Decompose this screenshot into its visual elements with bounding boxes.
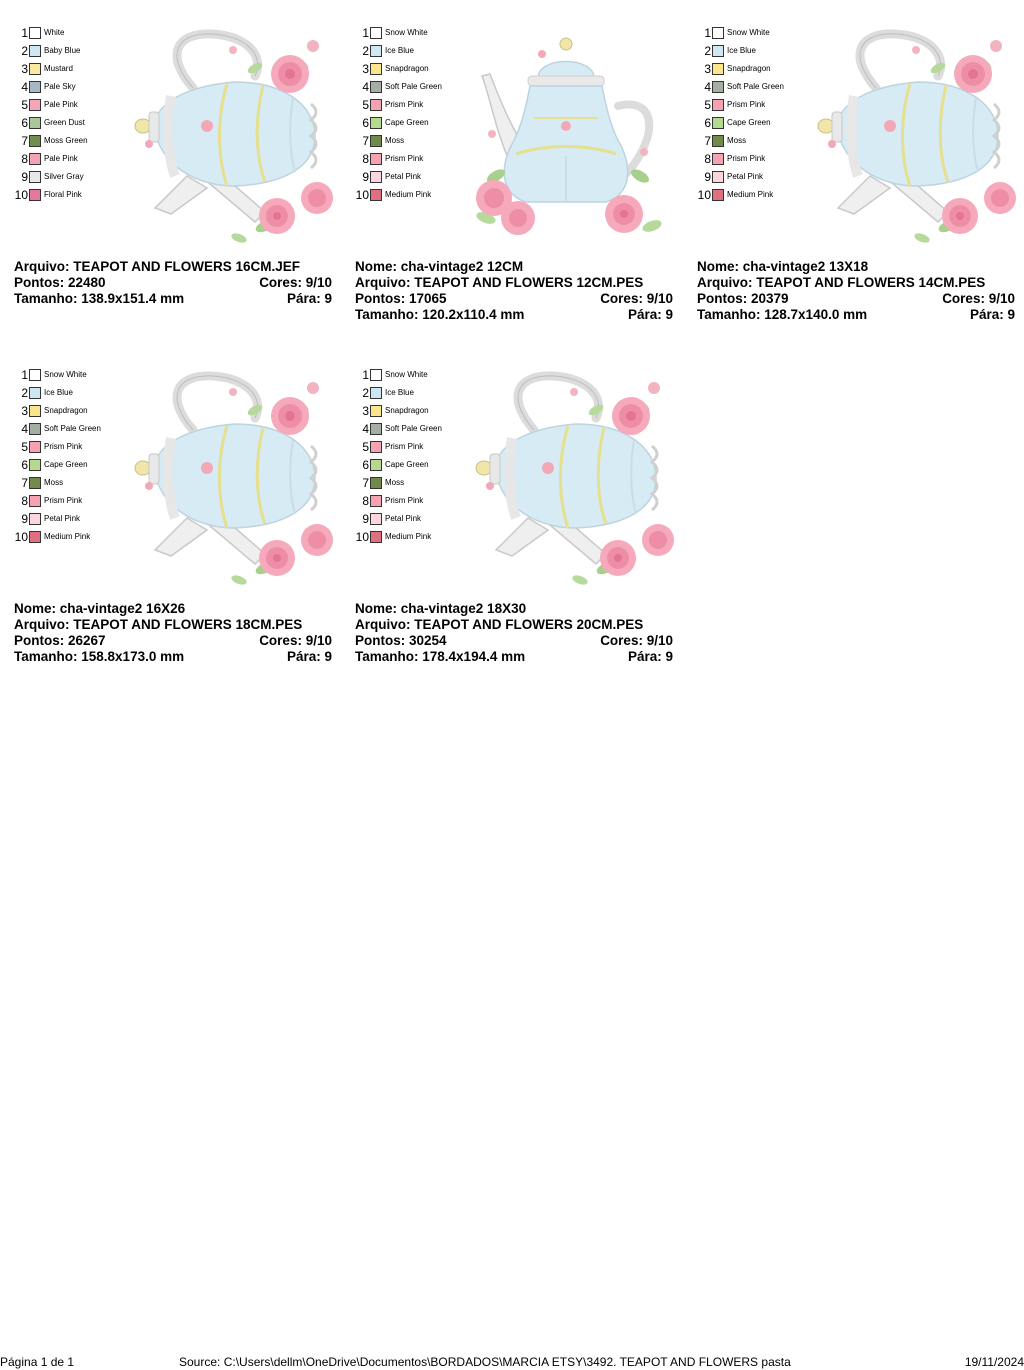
palette-row [697, 152, 765, 166]
thread-name: Ice Blue [385, 388, 414, 397]
thread-swatch [712, 63, 724, 75]
teapot-side-artwork [114, 26, 336, 246]
palette-number: 7 [21, 476, 28, 490]
design-info [697, 259, 1015, 323]
size-line: Tamanho: 128.7x140.0 mm Pára: 9 [697, 307, 1015, 322]
thread-name: Snow White [44, 370, 87, 379]
palette-number: 5 [362, 98, 369, 112]
thread-name: Cape Green [44, 460, 88, 469]
file-line: Arquivo: TEAPOT AND FLOWERS 14CM.PES [697, 275, 986, 290]
thread-swatch [29, 441, 41, 453]
design-card-3 [697, 26, 1015, 324]
design-info [14, 259, 332, 307]
thread-name: Baby Blue [44, 46, 81, 55]
palette-number: 1 [362, 26, 369, 40]
palette-row [14, 440, 82, 454]
thread-name: Prism Pink [44, 442, 83, 451]
thread-name: Moss [385, 478, 405, 487]
design-card-5 [355, 368, 673, 666]
name-line: Nome: cha-vintage2 18X30 [355, 601, 527, 616]
thread-swatch [29, 405, 41, 417]
palette-number: 3 [21, 62, 28, 76]
page-number: Página 1 de 1 [0, 1355, 75, 1369]
palette-row [14, 422, 101, 436]
palette-number: 5 [21, 440, 28, 454]
palette-number: 10 [14, 530, 28, 544]
size-line: Tamanho: 120.2x110.4 mm Pára: 9 [355, 307, 673, 322]
palette-row [14, 62, 73, 76]
palette-number: 6 [362, 116, 369, 130]
palette-number: 2 [21, 44, 28, 58]
palette-row [355, 494, 423, 508]
thread-swatch [370, 171, 382, 183]
palette-number: 10 [355, 188, 369, 202]
design-preview [455, 368, 677, 588]
palette-row [697, 26, 770, 40]
palette-number: 1 [21, 26, 28, 40]
thread-swatch [370, 513, 382, 525]
teapot-side-artwork [797, 26, 1019, 246]
palette-row [355, 62, 429, 76]
thread-swatch [370, 477, 382, 489]
thread-swatch [712, 153, 724, 165]
palette-number: 2 [21, 386, 28, 400]
thread-swatch [29, 369, 41, 381]
palette-row [355, 422, 442, 436]
design-card-2 [355, 26, 673, 324]
palette-number: 2 [362, 386, 369, 400]
thread-name: Soft Pale Green [385, 424, 442, 433]
thread-swatch [29, 495, 41, 507]
palette-number: 4 [362, 80, 369, 94]
palette-number: 9 [21, 170, 28, 184]
thread-swatch [370, 369, 382, 381]
palette-row [14, 98, 78, 112]
palette-row [14, 134, 88, 148]
thread-swatch [712, 135, 724, 147]
page-footer [0, 1354, 1024, 1370]
palette-number: 3 [362, 62, 369, 76]
palette-number: 5 [704, 98, 711, 112]
palette-row [14, 386, 73, 400]
design-info [14, 601, 332, 665]
thread-name: Snow White [385, 28, 428, 37]
palette-row [14, 116, 85, 130]
thread-name: Snow White [385, 370, 428, 379]
thread-name: Ice Blue [44, 388, 73, 397]
thread-swatch [712, 171, 724, 183]
palette-number: 8 [21, 494, 28, 508]
thread-name: Moss [727, 136, 747, 145]
size-line: Tamanho: 178.4x194.4 mm Pára: 9 [355, 649, 673, 664]
thread-name: Cape Green [727, 118, 771, 127]
file-line: Arquivo: TEAPOT AND FLOWERS 12CM.PES [355, 275, 644, 290]
palette-number: 9 [362, 170, 369, 184]
thread-name: Prism Pink [385, 100, 424, 109]
file-line: Arquivo: TEAPOT AND FLOWERS 20CM.PES [355, 617, 644, 632]
thread-name: Pale Pink [44, 154, 78, 163]
file-line: Arquivo: TEAPOT AND FLOWERS 18CM.PES [14, 617, 303, 632]
palette-row [355, 404, 429, 418]
palette-row [14, 80, 76, 94]
palette-number: 7 [21, 134, 28, 148]
palette-number: 7 [704, 134, 711, 148]
palette-number: 2 [362, 44, 369, 58]
palette-row [14, 494, 82, 508]
thread-name: Soft Pale Green [727, 82, 784, 91]
thread-name: Snapdragon [385, 64, 429, 73]
design-info [355, 601, 673, 665]
palette-row [355, 116, 429, 130]
thread-name: Prism Pink [727, 154, 766, 163]
stitches-line: Pontos: 26267 Cores: 9/10 [14, 633, 332, 648]
palette-number: 9 [21, 512, 28, 526]
name-line: Nome: cha-vintage2 12CM [355, 259, 524, 274]
thread-name: Petal Pink [385, 172, 422, 181]
palette-row [355, 368, 428, 382]
palette-row [697, 170, 763, 184]
palette-number: 8 [704, 152, 711, 166]
thread-swatch [370, 531, 382, 543]
palette-number: 1 [21, 368, 28, 382]
palette-row [697, 134, 746, 148]
palette-row [355, 152, 423, 166]
thread-swatch [370, 387, 382, 399]
thread-swatch [712, 189, 724, 201]
palette-number: 7 [362, 476, 369, 490]
palette-row [697, 188, 773, 202]
palette-number: 4 [21, 422, 28, 436]
palette-row [355, 458, 429, 472]
thread-swatch [29, 423, 41, 435]
thread-swatch [29, 27, 41, 39]
palette-row [697, 62, 771, 76]
size-line: Tamanho: 158.8x173.0 mm Pára: 9 [14, 649, 332, 664]
thread-swatch [370, 45, 382, 57]
thread-name: Petal Pink [385, 514, 422, 523]
palette-row [14, 152, 78, 166]
palette-row [14, 26, 64, 40]
stitches-line: Pontos: 22480 Cores: 9/10 [14, 275, 332, 290]
design-card-4 [14, 368, 332, 666]
palette-row [355, 44, 414, 58]
palette-row [355, 530, 431, 544]
thread-swatch [370, 423, 382, 435]
thread-name: Medium Pink [727, 190, 774, 199]
palette-row [14, 368, 87, 382]
thread-name: Moss [44, 478, 64, 487]
palette-number: 6 [362, 458, 369, 472]
thread-name: White [44, 28, 65, 37]
palette-number: 9 [362, 512, 369, 526]
thread-name: Floral Pink [44, 190, 82, 199]
thread-swatch [712, 81, 724, 93]
thread-swatch [370, 405, 382, 417]
design-preview [114, 368, 336, 588]
palette-row [697, 80, 784, 94]
thread-swatch [29, 477, 41, 489]
palette-row [697, 116, 771, 130]
stitches-line: Pontos: 30254 Cores: 9/10 [355, 633, 673, 648]
palette-row [355, 476, 404, 490]
palette-number: 8 [21, 152, 28, 166]
palette-row [355, 440, 423, 454]
thread-name: Snow White [727, 28, 770, 37]
palette-number: 1 [704, 26, 711, 40]
thread-swatch [370, 117, 382, 129]
thread-name: Snapdragon [44, 406, 88, 415]
palette-number: 4 [362, 422, 369, 436]
thread-swatch [29, 459, 41, 471]
thread-swatch [370, 441, 382, 453]
palette-number: 5 [362, 440, 369, 454]
design-info [355, 259, 673, 323]
palette-number: 1 [362, 368, 369, 382]
thread-name: Prism Pink [385, 496, 424, 505]
thread-name: Prism Pink [727, 100, 766, 109]
palette-number: 9 [704, 170, 711, 184]
thread-name: Soft Pale Green [44, 424, 101, 433]
thread-swatch [29, 189, 41, 201]
thread-swatch [370, 153, 382, 165]
palette-row [355, 170, 421, 184]
thread-name: Soft Pale Green [385, 82, 442, 91]
name-line: Nome: cha-vintage2 16X26 [14, 601, 186, 616]
source-path: Source: C:\Users\dellm\OneDrive\Documentos\BORDADOS\MARCIA ETSY\3492. TEAPOT AND FLOWERS pasta [179, 1355, 791, 1369]
thread-name: Prism Pink [385, 442, 424, 451]
palette-number: 7 [362, 134, 369, 148]
palette-row [355, 98, 423, 112]
thread-swatch [712, 99, 724, 111]
thread-name: Ice Blue [385, 46, 414, 55]
palette-row [355, 26, 428, 40]
thread-name: Snapdragon [727, 64, 771, 73]
design-card-1 [14, 26, 332, 316]
palette-number: 3 [704, 62, 711, 76]
palette-row [14, 530, 90, 544]
print-date: 19/11/2024 [964, 1355, 1024, 1369]
thread-swatch [29, 99, 41, 111]
palette-row [14, 170, 84, 184]
thread-name: Pale Pink [44, 100, 78, 109]
palette-number: 6 [704, 116, 711, 130]
thread-name: Petal Pink [44, 514, 81, 523]
palette-row [355, 188, 431, 202]
thread-swatch [370, 495, 382, 507]
palette-number: 8 [362, 152, 369, 166]
thread-swatch [370, 189, 382, 201]
thread-name: Cape Green [385, 460, 429, 469]
thread-swatch [370, 135, 382, 147]
thread-swatch [29, 81, 41, 93]
thread-swatch [29, 135, 41, 147]
thread-swatch [29, 45, 41, 57]
palette-row [355, 512, 421, 526]
thread-swatch [712, 117, 724, 129]
thread-swatch [29, 117, 41, 129]
thread-swatch [712, 27, 724, 39]
palette-row [14, 188, 82, 202]
stitches-line: Pontos: 17065 Cores: 9/10 [355, 291, 673, 306]
palette-row [355, 134, 404, 148]
thread-swatch [370, 63, 382, 75]
palette-row [14, 458, 88, 472]
thread-name: Cape Green [385, 118, 429, 127]
palette-number: 4 [704, 80, 711, 94]
thread-swatch [29, 387, 41, 399]
palette-row [14, 512, 80, 526]
palette-number: 4 [21, 80, 28, 94]
palette-number: 10 [355, 530, 369, 544]
thread-name: Prism Pink [385, 154, 424, 163]
thread-name: Silver Gray [44, 172, 84, 181]
name-line: Nome: cha-vintage2 13X18 [697, 259, 869, 274]
thread-swatch [712, 45, 724, 57]
palette-row [14, 404, 88, 418]
thread-name: Petal Pink [727, 172, 764, 181]
thread-name: Prism Pink [44, 496, 83, 505]
thread-swatch [370, 81, 382, 93]
palette-number: 10 [697, 188, 711, 202]
palette-number: 6 [21, 458, 28, 472]
palette-number: 5 [21, 98, 28, 112]
palette-row [697, 98, 765, 112]
design-preview [114, 26, 336, 246]
thread-name: Pale Sky [44, 82, 76, 91]
thread-name: Green Dust [44, 118, 85, 127]
thread-name: Moss [385, 136, 405, 145]
palette-number: 3 [21, 404, 28, 418]
palette-number: 8 [362, 494, 369, 508]
thread-name: Medium Pink [385, 190, 432, 199]
thread-name: Snapdragon [385, 406, 429, 415]
teapot-side-artwork [455, 368, 677, 588]
palette-number: 2 [704, 44, 711, 58]
thread-swatch [29, 513, 41, 525]
thread-name: Moss Green [44, 136, 88, 145]
file-line: Arquivo: TEAPOT AND FLOWERS 16CM.JEF [14, 259, 301, 274]
design-preview [797, 26, 1019, 246]
thread-name: Medium Pink [44, 532, 91, 541]
palette-row [355, 386, 414, 400]
palette-number: 6 [21, 116, 28, 130]
palette-number: 3 [362, 404, 369, 418]
design-preview [455, 26, 677, 246]
thread-swatch [370, 27, 382, 39]
size-line: Tamanho: 138.9x151.4 mm Pára: 9 [14, 291, 332, 306]
thread-swatch [29, 153, 41, 165]
thread-name: Ice Blue [727, 46, 756, 55]
palette-row [697, 44, 756, 58]
stitches-line: Pontos: 20379 Cores: 9/10 [697, 291, 1015, 306]
palette-row [355, 80, 442, 94]
thread-swatch [29, 531, 41, 543]
palette-number: 10 [14, 188, 28, 202]
thread-name: Medium Pink [385, 532, 432, 541]
palette-row [14, 476, 63, 490]
palette-row [14, 44, 80, 58]
teapot-side-artwork [114, 368, 336, 588]
thread-swatch [29, 171, 41, 183]
thread-swatch [370, 99, 382, 111]
thread-swatch [29, 63, 41, 75]
thread-swatch [370, 459, 382, 471]
teapot-front-artwork [455, 26, 677, 246]
thread-name: Mustard [44, 64, 73, 73]
